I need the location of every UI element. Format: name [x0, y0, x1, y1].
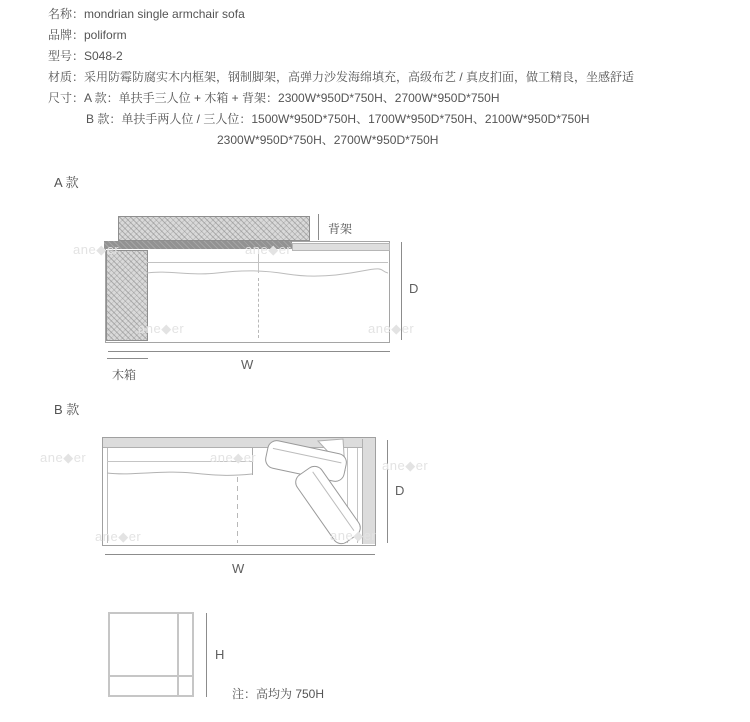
spec-line-size-b: B 款：单扶手两人位 / 三人位：1500W*950D*750H、1700W*950D*750H、2100W*950D*750H	[86, 112, 590, 126]
back-frame-tick-line	[318, 214, 319, 240]
spec-line-brand: 品牌：poliform	[48, 28, 127, 42]
watermark: ane◆er	[138, 321, 185, 336]
watermark: ane◆er	[210, 450, 257, 465]
side-view-outline	[108, 612, 194, 697]
sofa-a-back-rail	[104, 241, 292, 249]
wood-box-label: 木箱	[112, 368, 137, 382]
spec-line-model: 型号：S048-2	[48, 49, 123, 63]
watermark: ane◆er	[40, 450, 87, 465]
height-label: H	[215, 647, 225, 662]
side-view-arm-line	[177, 612, 179, 697]
sofa-a-center-dashed-line	[258, 278, 259, 338]
sofa-b-top-view-drawing	[102, 437, 376, 546]
wood-box-tick-line	[107, 358, 148, 359]
height-note: 注：高均为 750H	[232, 687, 325, 701]
height-dim-line	[206, 613, 207, 697]
width-dim-line-a	[108, 351, 390, 352]
depth-dim-line-a	[401, 242, 402, 340]
spec-line-size-b2: 2300W*950D*750H、2700W*950D*750H	[217, 133, 439, 147]
watermark: ane◆er	[382, 458, 429, 473]
depth-dim-line-b	[387, 440, 388, 543]
sofa-a-cushion-seam-wavy-line	[147, 268, 388, 280]
section-b-label: B 款	[54, 402, 80, 417]
side-view-base-line	[108, 675, 194, 677]
width-label-b: W	[232, 561, 245, 576]
sofa-a-seat-line	[147, 262, 388, 263]
spec-text-block	[48, 4, 634, 151]
sofa-a-seat-back-edge	[292, 243, 390, 251]
back-frame-shape	[118, 216, 310, 241]
watermark: ane◆er	[245, 242, 292, 257]
depth-label-a: D	[409, 281, 419, 296]
spec-line-size-a: 尺寸：A 款：单扶手三人位 + 木箱 + 背架：2300W*950D*750H、2700W*950D*750H	[48, 91, 500, 105]
width-dim-line-b	[105, 554, 375, 555]
wood-box-shape	[106, 250, 148, 341]
watermark: ane◆er	[95, 529, 142, 544]
sofa-a-cushion-divider-line	[258, 250, 259, 273]
watermark: ane◆er	[368, 321, 415, 336]
watermark: ane◆er	[330, 528, 377, 543]
spec-line-name: 名称：mondrian single armchair sofa	[48, 7, 245, 21]
spec-line-material: 材质：采用防霉防腐实木内框架，钢制脚架，高弹力沙发海绵填充，高级布艺 / 真皮扪面，做工精良，坐感舒适	[48, 70, 635, 84]
width-label-a: W	[241, 357, 254, 372]
depth-label-b: D	[395, 483, 405, 498]
section-a-label: A 款	[54, 175, 79, 190]
watermark: ane◆er	[73, 242, 120, 257]
back-frame-label: 背架	[328, 222, 353, 236]
